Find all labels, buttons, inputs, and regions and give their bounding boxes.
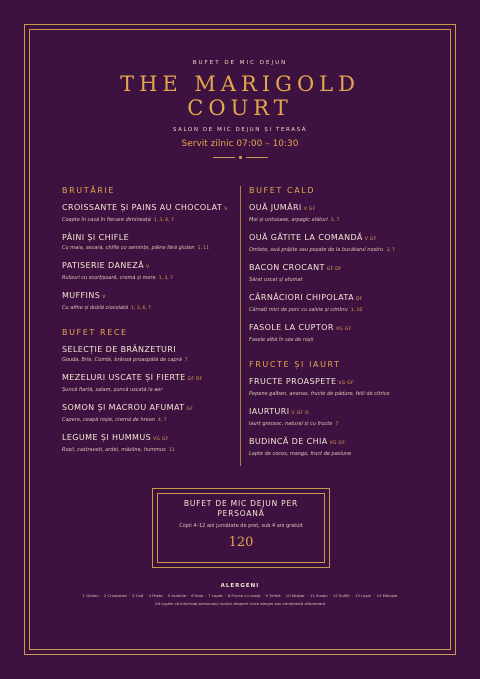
allergen-entry: 3 Ouă [132,593,144,598]
allergen-list [40,593,440,599]
menu-item [249,437,424,458]
title-line-1: THE MARIGOLD [120,72,360,96]
right-column [249,186,424,467]
allergen-separator: · [306,593,309,598]
allergen-entry: 14 Moluște [376,593,398,598]
menu-item-name-row [62,433,232,445]
allergen-numbers: 3, 7 [330,218,340,223]
menu-section [249,186,424,344]
allergen-separator: · [164,593,166,598]
menu-item [249,263,424,284]
allergen-separator: · [262,593,264,598]
section-title: FRUCTE ȘI IAURT [249,360,341,369]
menu-item-description: Capere, ceapă roșie, cremă de hrean [62,417,155,423]
allergen-entry: 13 Lupin [354,593,372,598]
menu-item-description: Roșii, castraveți, ardei, măsline, hummus [62,447,166,453]
allergen-entry: 10 Muștar [285,593,305,598]
allergen-separator: · [205,593,207,598]
menu-section [62,186,232,312]
allergen-entry: 5 Arahide [167,593,187,598]
menu-item-name-row [62,373,232,385]
menu-item-name-row [249,233,424,245]
ornament-line-left [213,157,235,158]
menu-item-name-row [62,345,232,355]
menu-item-description: Cârnați mici de porc cu salvie și cimbru [249,307,348,313]
left-column [62,186,232,463]
allergen-title: ALERGENI [220,583,260,589]
menu-item-description-row [249,391,424,398]
column-divider [240,186,241,466]
menu-item-name: MUFFINS [62,291,101,300]
allergen-separator: · [128,593,131,598]
menu-item-name-row [249,407,424,419]
service-hours: Servit zilnic 07:00 – 10:30 [181,139,299,149]
allergen-entry: 4 Pește [148,593,163,598]
allergen-numbers: 7 [335,422,339,427]
dietary-tags: VG GF [338,381,354,386]
dietary-tags: VG GF [153,437,169,442]
buffet-price-box-inner [157,493,325,563]
venue-subtitle: SALON DE MIC DEJUN ȘI TERASĂ [172,127,308,133]
allergen-separator: · [351,593,353,598]
menu-item-description: Cu maia, secară, chifle cu semințe, pâine fără gluten [62,245,195,251]
menu-item-description: Sărat uscat și afumat [249,277,303,283]
menu-item-description-row [249,307,424,314]
dietary-tags: GF [186,407,194,412]
menu-item [249,377,424,398]
menu-header [0,60,480,159]
allergen-separator: · [224,593,226,598]
menu-item-description-row [62,447,232,454]
menu-item-description: Cu afine și dublă ciocolată [62,305,129,311]
menu-item-description: Șuncă fiartă, salam, șuncă uscată la aer [62,387,163,393]
buffet-price-box [152,488,330,568]
menu-item-description-row [249,337,424,344]
menu-item-name: OUĂ GĂTITE LA COMANDĂ [249,233,363,242]
menu-item-name-row [249,377,424,389]
ornament-dot-icon [239,156,242,159]
section-title: BUFET CALD [249,186,316,195]
menu-item-description-row [249,247,424,254]
allergen-entry: 11 Susan [310,593,328,598]
menu-section [62,328,232,454]
menu-item [249,203,424,224]
menu-item-description: Coapte în casă în fiecare dimineață [62,217,151,223]
menu-item [249,323,424,344]
menu-item-name-row [62,291,232,303]
menu-item-name-row [62,261,232,273]
menu-item-description: Moi și untuoase, arpagic alături [249,217,328,223]
menu-item-name: PÂINI ȘI CHIFLE [62,233,130,242]
menu-item-name: SOMON ȘI MACROU AFUMAT [62,403,185,412]
menu-item [249,293,424,314]
menu-item-name: MEZELURI USCATE ȘI FIERTE [62,373,186,382]
allergen-numbers: 4, 7 [157,418,167,423]
allergen-numbers: 3, 7 [386,248,395,253]
allergen-separator: · [373,593,375,598]
title-line-2: COURT [187,96,293,120]
allergen-numbers: 11 [168,448,175,453]
allergen-numbers: 1, 3, 6, 7 [153,218,174,223]
allergen-separator: · [100,593,103,598]
allergen-entry: 7 Lapte [208,593,223,598]
allergen-note: Vă rugăm să informați personalul nostru despere orice alergie sau intoleranță alimentară [154,601,326,606]
menu-item-name: BACON CROCANT [249,263,325,272]
menu-item [62,345,232,364]
menu-section [249,360,424,458]
restaurant-title [0,72,480,120]
menu-item [62,291,232,312]
menu-item [62,203,232,224]
menu-item [62,403,232,424]
menu-item-description-row [249,421,424,428]
allergen-entry: 12 Sulfiți [332,593,350,598]
allergen-numbers: 1, 10 [350,308,363,313]
dietary-tags: VG GF [335,327,352,332]
ornament-line-right [246,157,268,158]
menu-item-description: Gouda, Brie, Comté, brânză proaspătă de capră [62,357,182,363]
allergen-entry: 1 Gluten [82,593,99,598]
menu-item-name-row [62,233,232,243]
eyebrow-text: BUFET DE MIC DEJUN [192,60,288,66]
dietary-tags: V GF O [291,411,309,416]
allergen-legend [40,583,440,606]
menu-item-description: Lapte de cocos, mango, fruct de pasiune [249,451,352,457]
allergen-numbers: 7 [184,358,188,363]
menu-item-description: Fasole albă în sos de roșii [249,337,314,343]
allergen-numbers: 1, 3, 7 [158,276,174,281]
menu-item-name: PATISERIE DANEZĂ [62,261,144,270]
menu-item-description-row [249,451,424,458]
menu-item-description: Iaurt grecesc, natural și cu fructe [249,421,333,427]
menu-item-description-row [62,417,232,424]
menu-item-description: Omlete, ouă prăjite sau poșate de la bucătarul nostru [249,247,384,253]
menu-item [62,433,232,454]
menu-item-name: CROISSANTE ȘI PAINS AU CHOCOLAT [62,203,223,212]
dietary-tags: V [145,265,150,270]
allergen-entry: 9 Țelină [265,593,281,598]
buffet-price-note: Copii 4–12 ani jumătate de preț, sub 4 ani gratuit [179,523,303,529]
menu-item-name: CÂRNĂCIORI CHIPOLATA [249,293,354,302]
menu-item-name: IAURTURI [249,407,290,416]
dietary-tags: GF DF [326,267,342,272]
menu-item [249,233,424,254]
menu-item [62,373,232,394]
menu-item-description-row [62,245,232,252]
menu-item-description: Rulouri cu scorțișoară, cremă și mere [62,275,156,281]
menu-item [249,407,424,428]
allergen-entry: 2 Crustacee [104,593,127,598]
menu-item-description-row [62,387,232,394]
allergen-separator: · [145,593,147,598]
menu-item-name-row [249,323,424,335]
menu-item-description-row [62,275,232,282]
allergen-entry: 8 Fructe cu coajă [227,593,261,598]
menu-item-name-row [249,293,424,305]
menu-item-name: SELECȚIE DE BRÂNZETURI [62,345,177,354]
menu-item-name: FASOLE LA CUPTOR [249,323,334,332]
ornament-divider [0,156,480,159]
allergen-separator: · [282,593,284,598]
dietary-tags: VG GF [329,441,346,446]
menu-item-name-row [62,403,232,415]
dietary-tags: GF DF [187,377,203,382]
allergen-separator: · [329,593,331,598]
menu-item [62,261,232,282]
allergen-separator: · [188,593,190,598]
menu-item-description-row [62,357,232,364]
menu-item-name: BUDINCĂ DE CHIA [249,437,328,446]
buffet-price-title: BUFET DE MIC DEJUN PER PERSOANĂ [183,499,299,518]
menu-item-name: OUĂ JUMĂRI [249,203,302,212]
section-title: BRUTĂRIE [62,186,116,195]
menu-item [62,233,232,252]
allergen-numbers: 1, 3, 6, 7 [131,306,152,311]
menu-item-name-row [249,437,424,449]
menu-item-description-row [62,217,232,224]
dietary-tags: DF [355,297,363,302]
buffet-price-value: 120 [228,535,254,550]
dietary-tags: V [224,207,228,212]
menu-item-name: LEGUME ȘI HUMMUS [62,433,152,442]
menu-item-description-row [249,217,424,224]
menu-item-name: FRUCTE PROASPETE [249,377,337,386]
dietary-tags: V GF [303,207,316,212]
dietary-tags: V [102,295,106,300]
menu-item-description-row [249,277,424,284]
allergen-entry: 6 Soia [191,593,204,598]
menu-item-description-row [62,305,232,312]
menu-item-name-row [62,203,232,215]
menu-item-name-row [249,263,424,275]
dietary-tags: V GF [364,237,377,242]
allergen-numbers: 1, 11 [197,246,210,251]
section-title: BUFET RECE [62,328,128,337]
menu-item-name-row [249,203,424,215]
menu-item-description: Pepene galben, ananas, fructe de pădure, felii de citrice [249,391,390,397]
